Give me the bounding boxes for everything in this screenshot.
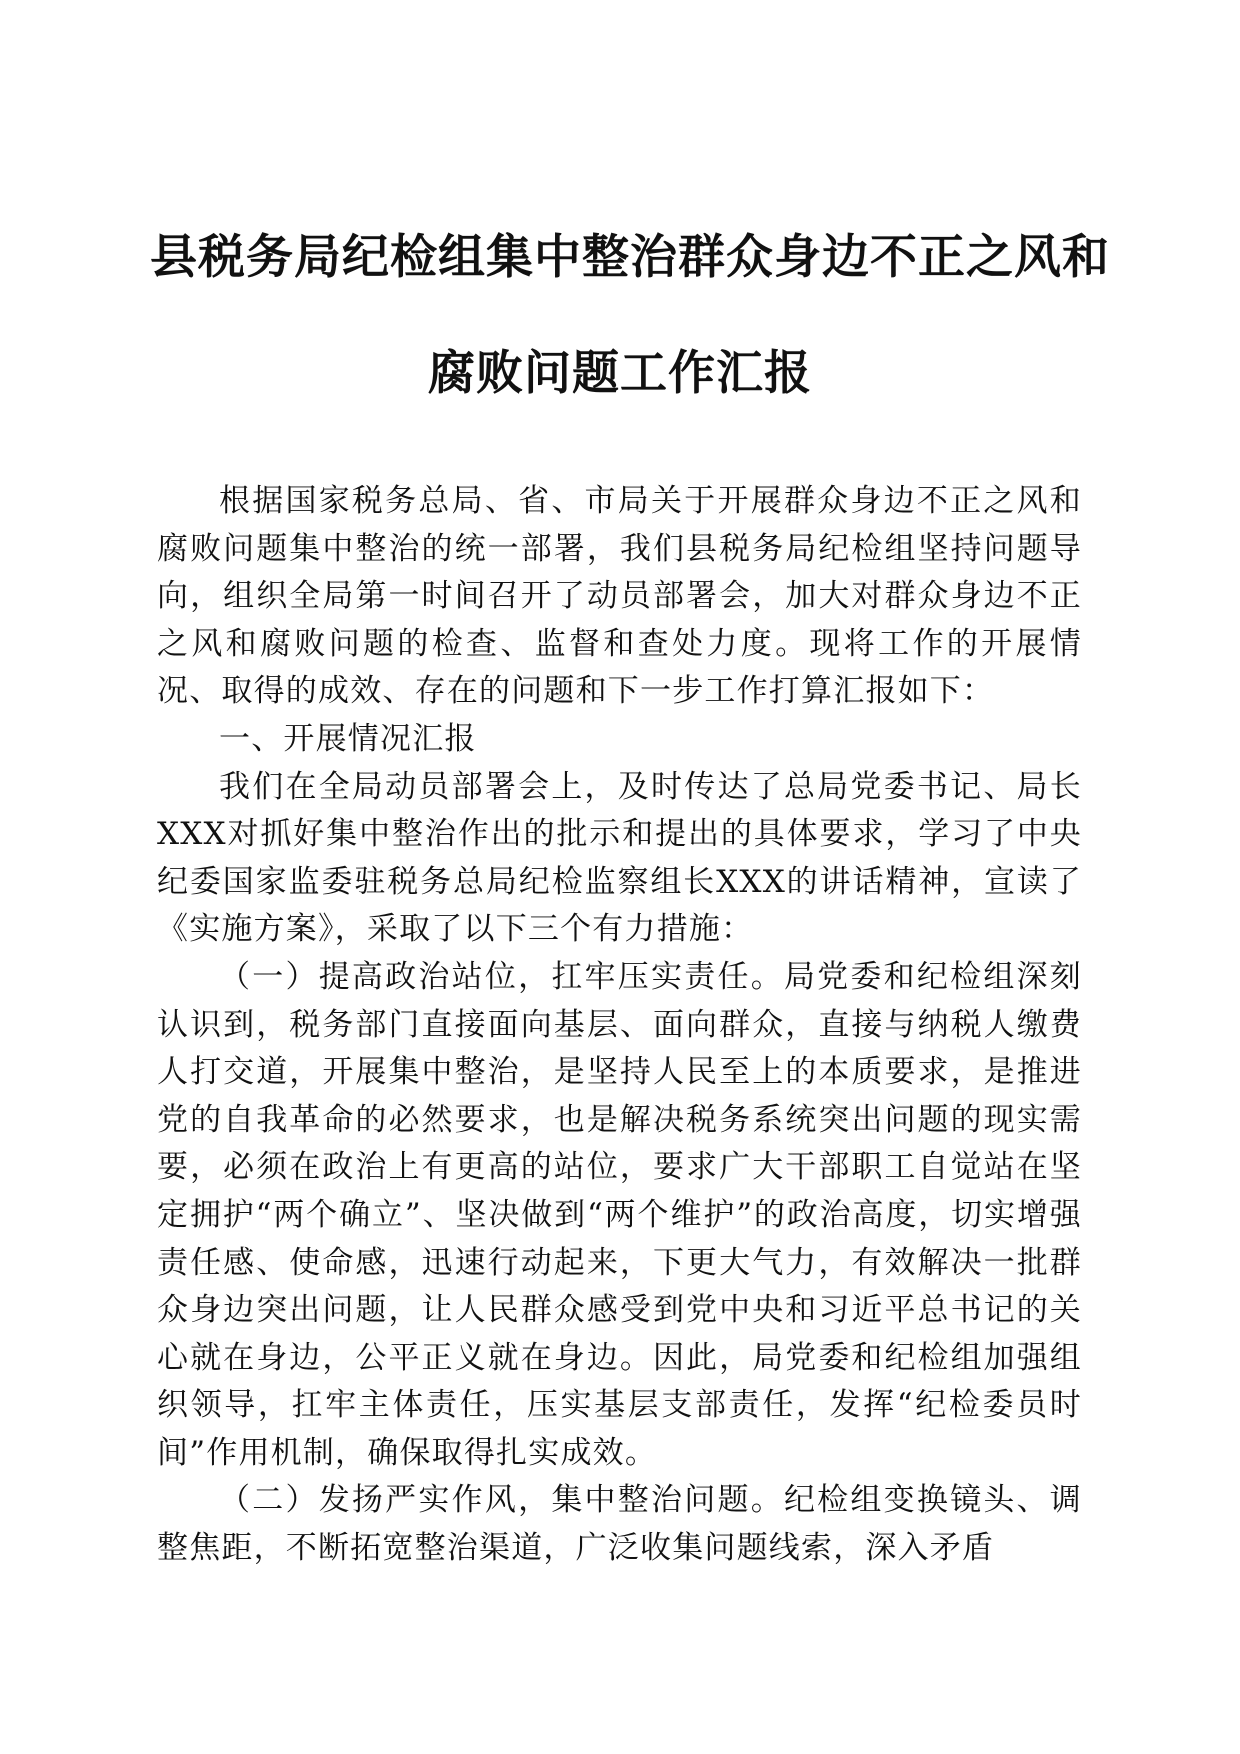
document-title-line-1: 县税务局纪检组集中整治群众身边不正之风和 [150,230,1110,285]
document-body [157,478,1082,1573]
intro-paragraph: 根据国家税务总局、省、市局关于开展群众身边不正之风和腐败问题集中整治的统一部署，我们县税务局纪检组坚持问题导向，组织全局第一时间召开了动员部署会，加大对群众身边不正之风和腐败问题的检查、监督和查处力度。现将工作的开展情况、取得的成效、存在的问题和下一步工作打算汇报如下： [157,483,1082,710]
measure-paragraph-2: （二）发扬严实作风，集中整治问题。纪检组变换镜头、调整焦距，不断拓宽整治渠道，广泛收集问题线索，深入矛盾 [157,1482,1082,1567]
section-heading: 一、开展情况汇报 [219,720,477,757]
section-paragraph: 我们在全局动员部署会上，及时传达了总局党委书记、局长XXX对抓好集中整治作出的批示和提出的具体要求，学习了中央纪委国家监委驻税务总局纪检监察组长XXX的讲话精神，宣读了《实施方案》，采取了以下三个有力措施： [157,768,1082,948]
document-title-line-2: 腐败问题工作汇报 [428,346,812,401]
measure-paragraph-1: （一）提高政治站位，扛牢压实责任。局党委和纪检组深刻认识到，税务部门直接面向基层、面向群众，直接与纳税人缴费人打交道，开展集中整治，是坚持人民至上的本质要求，是推进党的自我革命的必然要求，也是解决税务系统突出问题的现实需要，必须在政治上有更高的站位，要求广大干部职工自觉站在坚定拥护“两个确立”、坚决做到“两个维护”的政治高度，切实增强责任感、使命感，迅速行动起来，下更大气力，有效解决一批群众身边突出问题，让人民群众感受到党中央和习近平总书记的关心就在身边，公平正义就在身边。因此，局党委和纪检组加强组织领导，扛牢主体责任，压实基层支部责任，发挥“纪检委员时间”作用机制，确保取得扎实成效。 [157,958,1082,1471]
